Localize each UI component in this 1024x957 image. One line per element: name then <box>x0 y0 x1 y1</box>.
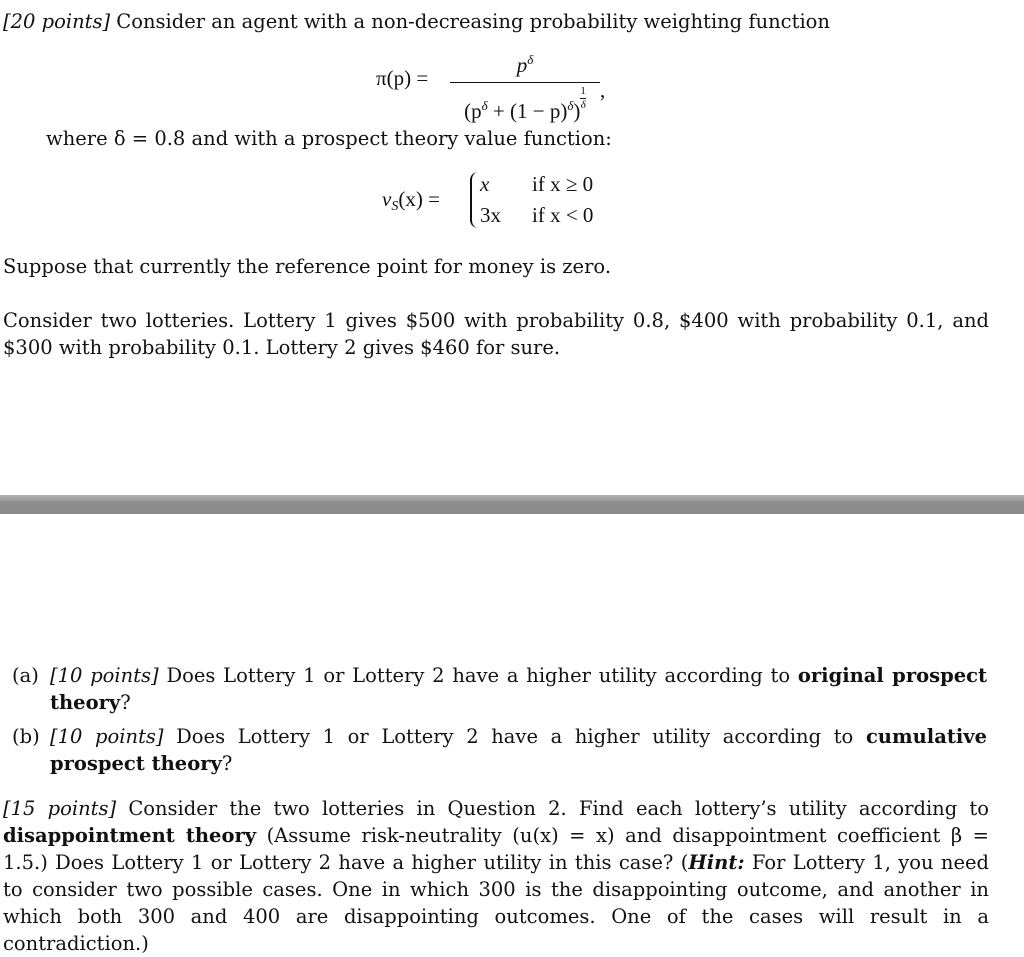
q3-text2: (Assume risk-neutrality (u(x) = x) and disappointment coefficient β = 1.5.) Does Lottery 1 or Lottery 2 have a higher utility in this case? ( <box>3 824 989 874</box>
lotteries-text: Consider two lotteries. Lottery 1 gives $500 with probability 0.8, $400 with probability 0.1, and $300 with probability 0.1. Lottery 2 gives $460 for sure. <box>3 309 989 359</box>
pi-lhs <box>376 66 428 91</box>
item-b-points: [10 points] <box>50 725 164 748</box>
pi-denominator <box>450 86 600 124</box>
v-subscript: S <box>391 199 399 214</box>
item-b-body: Does Lottery 1 or Lottery 2 have a higher utility according to <box>176 725 854 748</box>
q3-hint: Hint: <box>688 851 745 874</box>
pi-fraction-bar <box>450 82 600 83</box>
v-arg: (x) = <box>398 187 440 211</box>
pi-den-exp1: δ <box>481 98 488 113</box>
item-b-end: ? <box>221 752 233 775</box>
pi-comma: , <box>600 78 606 102</box>
question-item-a <box>12 662 987 716</box>
item-a-end: ? <box>120 691 131 714</box>
q1-intro-line <box>3 10 830 33</box>
item-a-body: Does Lottery 1 or Lottery 2 have a higher utility according to <box>166 664 791 687</box>
pi-outer-exp-num: 1 <box>580 85 586 97</box>
q1-intro: Consider an agent with a non-decreasing probability weighting function <box>116 10 830 33</box>
case2-condition: if x < 0 <box>532 203 594 227</box>
pi-outer-exp-den: δ <box>580 99 586 111</box>
question-item-b <box>12 723 987 777</box>
q1-points: [20 points] <box>3 10 111 33</box>
cases-brace <box>470 172 480 228</box>
item-b-text <box>50 723 987 777</box>
q3-bold-term: disappointment theory <box>3 824 257 847</box>
item-b-bold: cumulative prospect theory <box>50 725 987 775</box>
value-function-lhs <box>382 187 440 215</box>
pi-num-exp: δ <box>527 52 534 67</box>
reference-point-text: Suppose that currently the reference point for money is zero. <box>3 255 612 278</box>
pi-numerator <box>450 52 600 78</box>
case2-value: 3x <box>480 203 501 227</box>
question-3-paragraph <box>3 795 989 957</box>
q3-points: [15 points] <box>3 797 117 820</box>
item-a-points: [10 points] <box>50 664 159 687</box>
case1-value: x <box>480 172 490 196</box>
where-line: where δ = 0.8 and with a prospect theory value function: <box>46 127 612 150</box>
pi-den-close: ) <box>573 99 581 123</box>
pi-den-exp2: δ <box>567 98 574 113</box>
case1-condition: if x ≥ 0 <box>532 172 594 196</box>
pi-num-base: p <box>516 53 528 77</box>
pi-outer-exponent <box>580 86 586 111</box>
pi-fraction <box>450 52 600 124</box>
item-a-label: (a) <box>12 664 39 687</box>
page-divider <box>0 495 1024 514</box>
pi-den-mid: + (1 − p) <box>487 99 568 123</box>
v-symbol: v <box>382 187 392 211</box>
q3-text1: Consider the two lotteries in Question 2. Find each lottery’s utility according to <box>128 797 990 820</box>
pi-den-main: (p <box>464 99 482 123</box>
item-a-text <box>50 662 987 716</box>
item-b-label: (b) <box>12 725 40 748</box>
q3-text3: For Lottery 1, you need to consider two possible cases. One in which 300 is the disappointing outcome, and another in which both 300 and 400 are disappointing outcomes. One of the cases will result in a contradiction.) <box>3 851 990 955</box>
pi-lhs-text: π(p) = <box>376 66 429 90</box>
item-a-bold: original prospect theory <box>50 664 988 714</box>
